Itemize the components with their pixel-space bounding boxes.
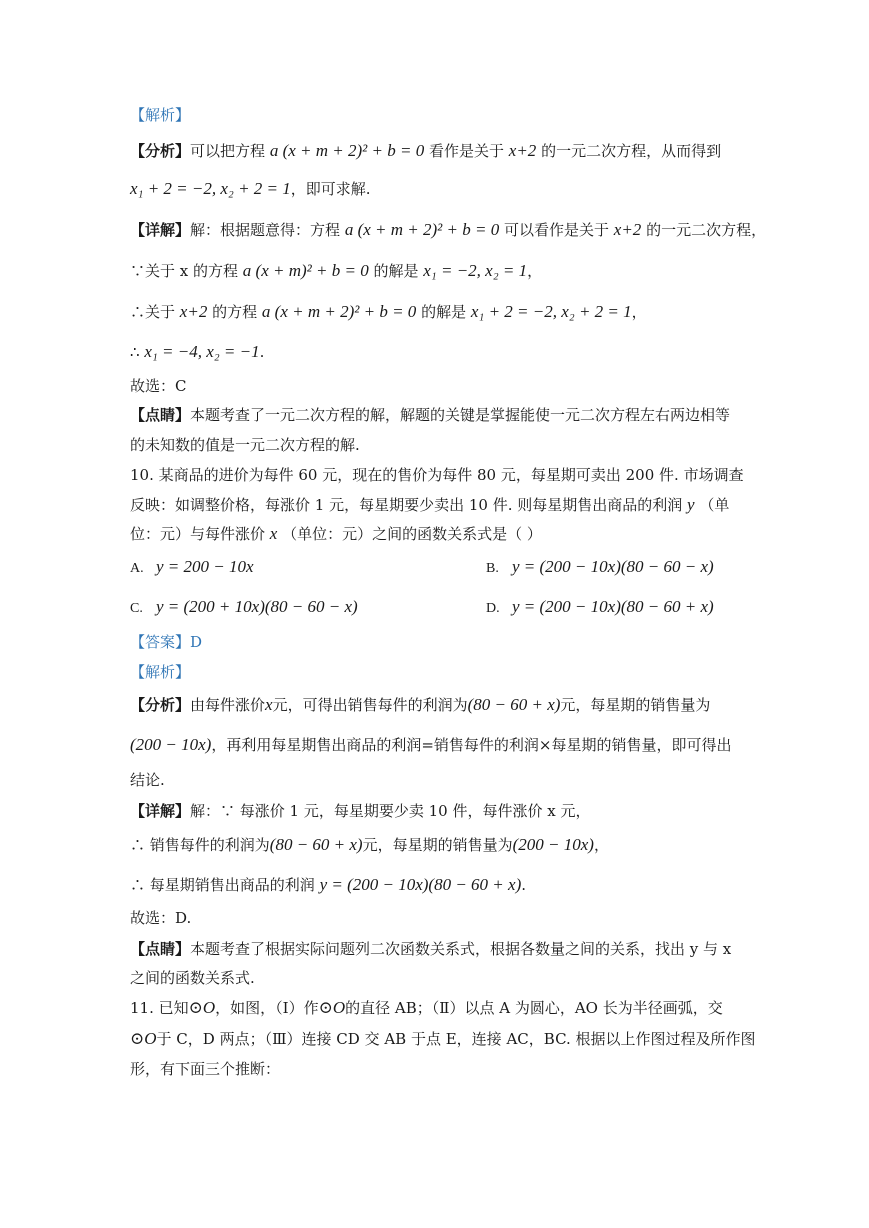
q10-detail-line-3: ∴ 每星期销售出商品的利润 y = (200 − 10x)(80 − 60 + x). [130, 875, 527, 894]
jiexi-heading: 【解析】 [130, 106, 191, 124]
q9-comment-line-2: 的未知数的值是一元二次方程的解. [130, 436, 360, 454]
q11-stem-line-3: 形，有下面三个推断： [130, 1060, 281, 1078]
q10-analysis-line-1: 【分析】由每件涨价x元，可得出销售每件的利润为(80 − 60 + x)元，每星期的销售量为 [130, 695, 711, 714]
q9-detail-line-3: ∴关于 x+2 的方程 a (x + m + 2)² + b = 0 的解是 x₁ + 2 = −2, x₂ + 2 = 1， [130, 302, 647, 321]
q9-detail-line-4: ∴ x₁ = −4, x₂ = −1. [130, 342, 265, 361]
q9-analysis-line-1: 【分析】可以把方程 a (x + m + 2)² + b = 0 看作是关于 x+2 的一元二次方程，从而得到 [130, 141, 722, 160]
q10-option-c: C. y = (200 + 10x)(80 − 60 − x) [130, 597, 358, 616]
q10-option-d: D. y = (200 − 10x)(80 − 60 + x) [486, 597, 714, 616]
q9-detail-line-2: ∵关于 x 的方程 a (x + m)² + b = 0 的解是 x₁ = −2, x₂ = 1， [130, 261, 543, 280]
q10-option-a: A. y = 200 − 10x [130, 557, 254, 576]
q10-option-b: B. y = (200 − 10x)(80 − 60 − x) [486, 557, 714, 576]
q11-stem-line-2: ⊙O于 C，D 两点；（Ⅲ）连接 CD 交 AB 于点 E，连接 AC，BC. 根据以上作图过程及所作图 [130, 1029, 756, 1048]
q10-stem-line-1: 10. 某商品的进价为每件 60 元，现在的售价为每件 80 元，每星期可卖出 200 件. 市场调查 [130, 466, 744, 484]
q10-choice: 故选：D. [130, 909, 192, 927]
q10-stem-line-3: 位：元）与每件涨价 x （单位：元）之间的函数关系式是（ ） [130, 524, 542, 543]
q11-stem-line-1: 11. 已知⊙O，如图，（Ⅰ）作⊙O的直径 AB；（Ⅱ）以点 A 为圆心，AO 长为半径画弧，交 [130, 998, 723, 1017]
q9-choice: 故选：C [130, 377, 187, 395]
q10-analysis-line-3: 结论. [130, 771, 165, 789]
q10-stem-line-2: 反映：如调整价格，每涨价 1 元，每星期要少卖出 10 件. 则每星期售出商品的利润 y （单 [130, 495, 730, 514]
q9-comment-line-1: 【点睛】本题考查了一元二次方程的解，解题的关键是掌握能使一元二次方程左右两边相等 [130, 406, 731, 424]
q10-jiexi-heading: 【解析】 [130, 663, 191, 681]
q10-answer: 【答案】D [130, 633, 203, 651]
q10-detail-line-1: 【详解】解：∵ 每涨价 1 元，每星期要少卖 10 件，每件涨价 x 元， [130, 802, 591, 820]
q9-analysis-line-2: x₁ + 2 = −2, x₂ + 2 = 1，即可求解. [130, 179, 371, 198]
q9-detail-line-1: 【详解】解：根据题意得：方程 a (x + m + 2)² + b = 0 可以看作是关于 x+2 的一元二次方程， [130, 220, 767, 239]
q10-comment-line-1: 【点睛】本题考查了根据实际问题列二次函数关系式，根据各数量之间的关系，找出 y 与 x [130, 940, 732, 958]
q10-comment-line-2: 之间的函数关系式. [130, 969, 255, 987]
q10-analysis-line-2: (200 − 10x)，再利用每星期售出商品的利润=销售每件的利润×每星期的销售量，即可得出 [130, 735, 732, 754]
q10-detail-line-2: ∴ 销售每件的利润为(80 − 60 + x)元，每星期的销售量为(200 − 10x)， [130, 835, 609, 854]
